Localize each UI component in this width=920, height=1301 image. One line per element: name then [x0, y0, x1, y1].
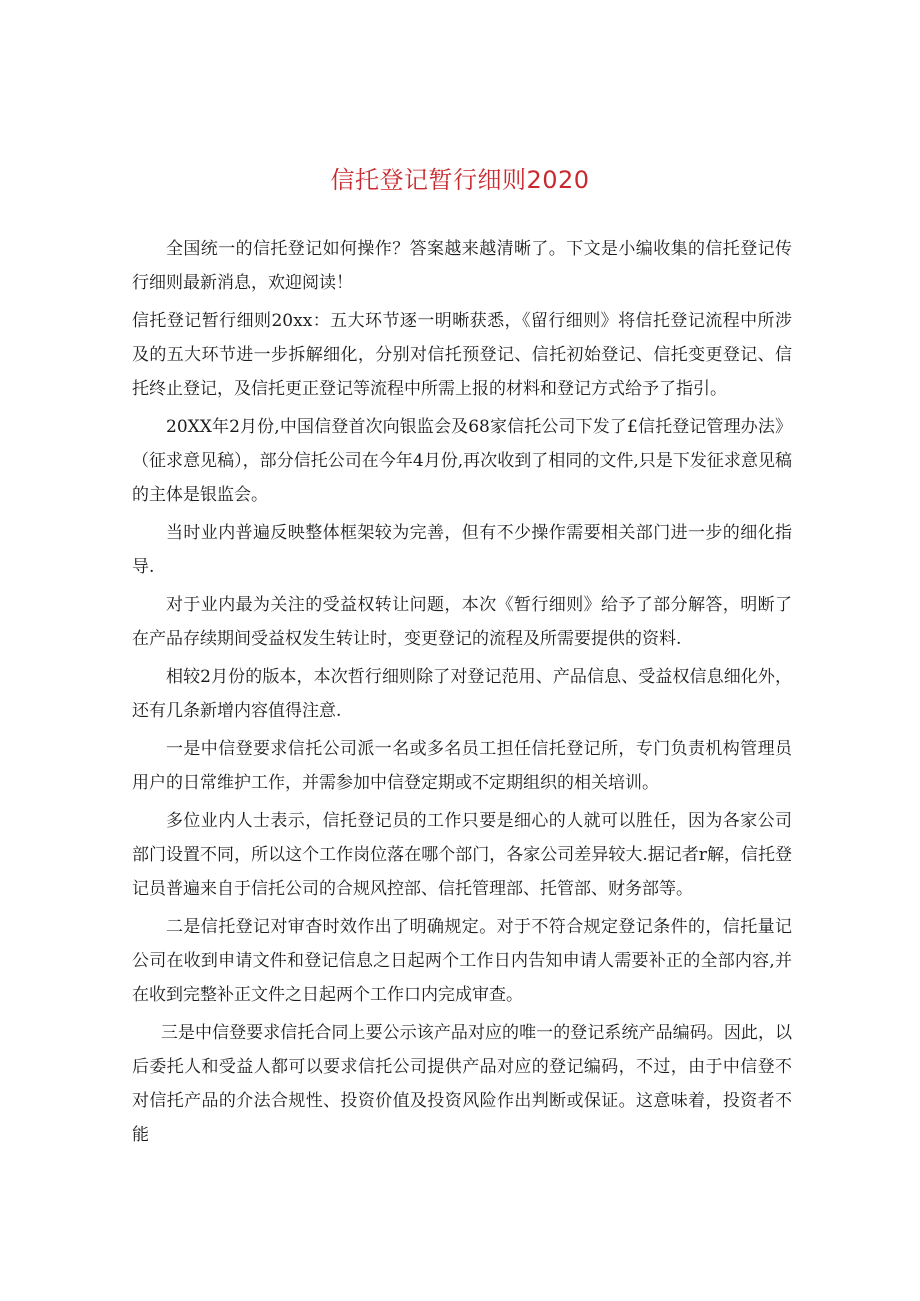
paragraph-comparison: 相较2月份的版本，本次哲行细则除了对登记范用、产品信息、受益权信息细化外，还有几条新增内容值得注意. [132, 667, 792, 721]
paragraph-intro: 全国统一的信托登记如何操作？答案越来越清晰了。下文是小编收集的信托登记传行细则最新消息，欢迎阅读！ [132, 239, 792, 293]
paragraph-industry-feedback: 当时业内普遍反映整体框架较为完善，但有不少操作需要相关部门进一步的细化指导. [132, 523, 792, 577]
paragraph-point-one: 一是中信登要求信托公司派一名或多名员工担任信托登记所，专门负责机构管理员用户的日常维护工作，并需参加中信登定期或不定期组织的相关培训。 [132, 739, 792, 793]
paragraph-beneficial-rights: 对于业内最为关注的受益权转让问题，本次《暂行细则》给予了部分解答，明断了在产品存续期间受益权发生转让时，变更登记的流程及所需要提供的资料. [132, 595, 792, 649]
paragraph-point-three: 三是中信登要求信托合同上要公示该产品对应的唯一的登记系统产品编码。因此，以后委托人和受益人都可以要求信托公司提供产品对应的登记编码，不过，由于中信登不对信托产品的介法合规性、投资价值及投资风险作出判断或保证。这意味着，投资者不能 [132, 1023, 792, 1145]
paragraph-five-steps: 信托登记暂行细则20xx：五大环节逐一明晰获悉，《留行细则》将信托登记流程中所涉及的五大环节进一步拆解细化，分别对信托预登记、信托初始登记、信托变更登记、信托终止登记，及信托更正登记等流程中所需上报的材料和登记方式给予了指引。 [132, 311, 792, 399]
paragraph-point-two: 二是信托登记对审杳时效作出了明确规定。对于不符合规定登记条件的，信托量记公司在收到申请文件和登记信息之日起两个工作日内告知申请人需要补正的全部内容,并在收到完整补正文件之日起两个工作口内完成审查。 [132, 917, 792, 1005]
paragraph-history: 20XX年2月份,中国信登首次向银监会及68家信托公司下发了£信托登记管理办法》（征求意见稿），部分信托公司在今年4月份,再次收到了相同的文件,只是下发征求意见稿的主体是银监会。 [132, 417, 792, 505]
document-body [132, 232, 792, 1156]
paragraph-registrar-role: 多位业内人士表示，信托登记员的工作只要是细心的人就可以胜任，因为各家公司部门设置不同，所以这个工作岗位落在哪个部门，各家公司差异较大.据记者r解，信托登记员普遍来自于信托公司的合规风控部、信托管理部、托管部、财务部等。 [132, 811, 792, 899]
document-title: 信托登记暂行细则2020 [330, 166, 590, 194]
